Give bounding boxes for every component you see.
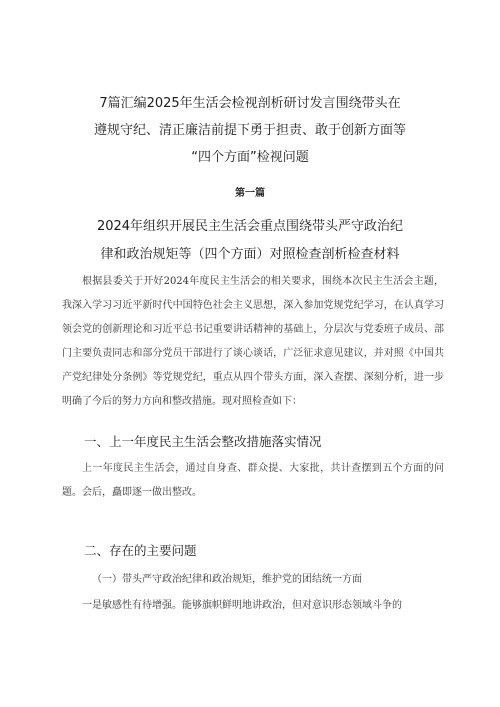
title-line-2: 遵规守纪、清正廉洁前提下勇于担责、敢于创新方面等 xyxy=(93,123,406,138)
paragraph-2: 上一年度民主生活会，通过自身查、群众提、大家批，共计查摆到五个方面的问题。会后，矗即逐一做出整改。 xyxy=(62,463,444,498)
intro-paragraph: 根据县委关于开好2024年度民主生活会的相关要求，围绕本次民主生活会主题，我深入学习习近平新时代中国特色社会主义思想，深入参加党规党纪学习，在认真学习领会党的创新理论和习近平总书记重要讲话精神的基础上，分层次与党委班子成员、部门主要负责同志和部分党员干部进行了谈心谈话，广泛征求意见建议，并对照《中国共产党纪律处分条例》等党规党纪，重点从四个带头方面，深入查摆、深刻分析，进一步明确了今后的努力方向和整改措施。现对照检查如下： xyxy=(62,276,444,407)
section-heading-1: 一、上一年度民主生活会整改措施落实情况 xyxy=(84,434,322,449)
title-line-1: 7篇汇编2025年生活会检视剖析研讨发言围绕带头在 xyxy=(99,96,401,111)
paragraph-3: 一是敏感性有待增强。能够旗帜鲜明地讲政治，但对意识形态领域斗争的 xyxy=(82,600,402,611)
subtitle-line-1: 2024年组织开展民主生活会重点围绕带头严守政治纪 xyxy=(96,219,404,234)
document-title xyxy=(60,90,440,171)
document-subtitle xyxy=(50,213,450,269)
subheading-1: （一）带头严守政治纪律和政治规矩，维护党的团结统一方面 xyxy=(92,574,362,585)
section-heading-2: 二、存在的主要问题 xyxy=(84,543,197,558)
subtitle-line-2: 律和政治规矩等（四个方面）对照检查剖析检查材料 xyxy=(100,247,400,262)
section-tag: 第一篇 xyxy=(235,188,265,199)
title-line-3: “四个方面”检视问题 xyxy=(191,150,309,165)
